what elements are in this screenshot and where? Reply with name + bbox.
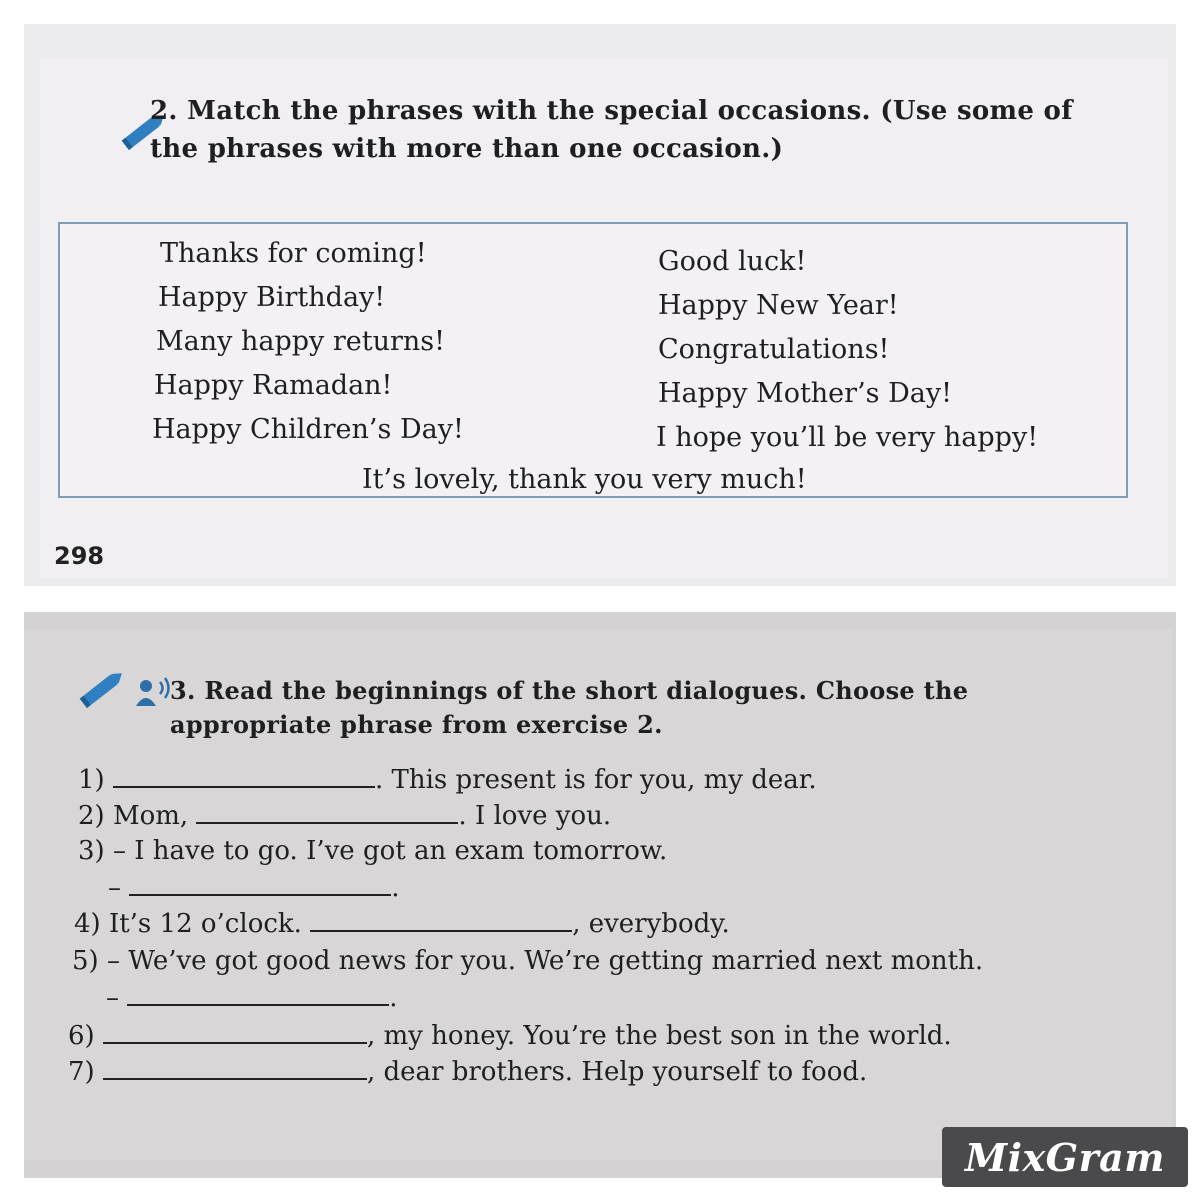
item-number: 7) <box>68 1057 95 1087</box>
item-text: , my honey. You’re the best son in the world. <box>366 1021 952 1051</box>
item-text: – I have to go. I’ve got an exam tomorrow. <box>112 836 668 866</box>
phrase-box <box>58 222 1128 498</box>
phrase-item: Many happy returns! <box>156 326 445 357</box>
phrase-item: Happy Birthday! <box>158 282 386 313</box>
phrase-item-centered: It’s lovely, thank you very much! <box>362 464 807 495</box>
dialogue-item-2 <box>78 800 611 831</box>
item-number: 2) Mom, <box>78 801 189 831</box>
page-number: 298 <box>54 542 105 570</box>
exercise-2-instruction <box>150 92 1110 168</box>
reply-dash: – <box>108 873 121 903</box>
item-text: . I love you. <box>458 801 612 831</box>
item-text: . This present is for you, my dear. <box>374 765 817 795</box>
reply-dot: . <box>389 983 398 1013</box>
exercise-3-number: 3. <box>170 676 196 705</box>
item-number: 6) <box>68 1021 95 1051</box>
answer-blank[interactable] <box>129 872 391 896</box>
reply-dash: – <box>106 983 119 1013</box>
exercise-2-text: Match the phrases with the special occasions. (Use some of the phrases with more than one occasion.) <box>150 96 1073 164</box>
answer-blank[interactable] <box>103 1020 367 1044</box>
phrase-item: Good luck! <box>658 246 807 277</box>
answer-blank[interactable] <box>127 982 389 1006</box>
phrase-item: Happy Ramadan! <box>154 370 393 401</box>
phrase-item: Thanks for coming! <box>160 238 427 269</box>
answer-blank[interactable] <box>113 764 375 788</box>
item-number: 5) <box>72 946 99 976</box>
dialogue-reply-5 <box>106 982 398 1013</box>
item-number: 3) <box>78 836 105 866</box>
phrase-item: Happy New Year! <box>658 290 899 321</box>
item-text: , dear brothers. Help yourself to food. <box>366 1057 868 1087</box>
exercise-3-instruction <box>170 674 1060 742</box>
exercise-2-number: 2. <box>150 96 178 126</box>
dialogue-item-3 <box>78 836 667 866</box>
phrase-item: I hope you’ll be very happy! <box>656 422 1039 453</box>
dialogue-item-7 <box>68 1056 867 1087</box>
dialogue-item-4 <box>74 908 730 939</box>
item-text: , everybody. <box>572 909 730 939</box>
watermark-text: MixGram <box>965 1134 1165 1180</box>
answer-blank[interactable] <box>196 800 458 824</box>
exercise-3-text: Read the beginnings of the short dialogues. Choose the appropriate phrase from exercise 2. <box>170 676 969 739</box>
answer-blank[interactable] <box>103 1056 367 1080</box>
dialogue-item-5 <box>72 946 983 976</box>
item-text: – We’ve got good news for you. We’re getting married next month. <box>106 946 984 976</box>
reply-dot: . <box>391 873 400 903</box>
phrase-item: Happy Children’s Day! <box>152 414 464 445</box>
answer-blank[interactable] <box>310 908 572 932</box>
dialogue-reply-3 <box>108 872 400 903</box>
mixgram-watermark <box>942 1127 1188 1187</box>
phrase-item: Happy Mother’s Day! <box>658 378 952 409</box>
item-number: 4) <box>74 909 101 939</box>
item-number: 1) <box>78 765 105 795</box>
item-text: It’s 12 o’clock. <box>108 909 302 939</box>
pencil-icon <box>78 666 128 710</box>
phrase-item: Congratulations! <box>658 334 890 365</box>
dialogue-item-6 <box>68 1020 952 1051</box>
dialogue-item-1 <box>78 764 817 795</box>
